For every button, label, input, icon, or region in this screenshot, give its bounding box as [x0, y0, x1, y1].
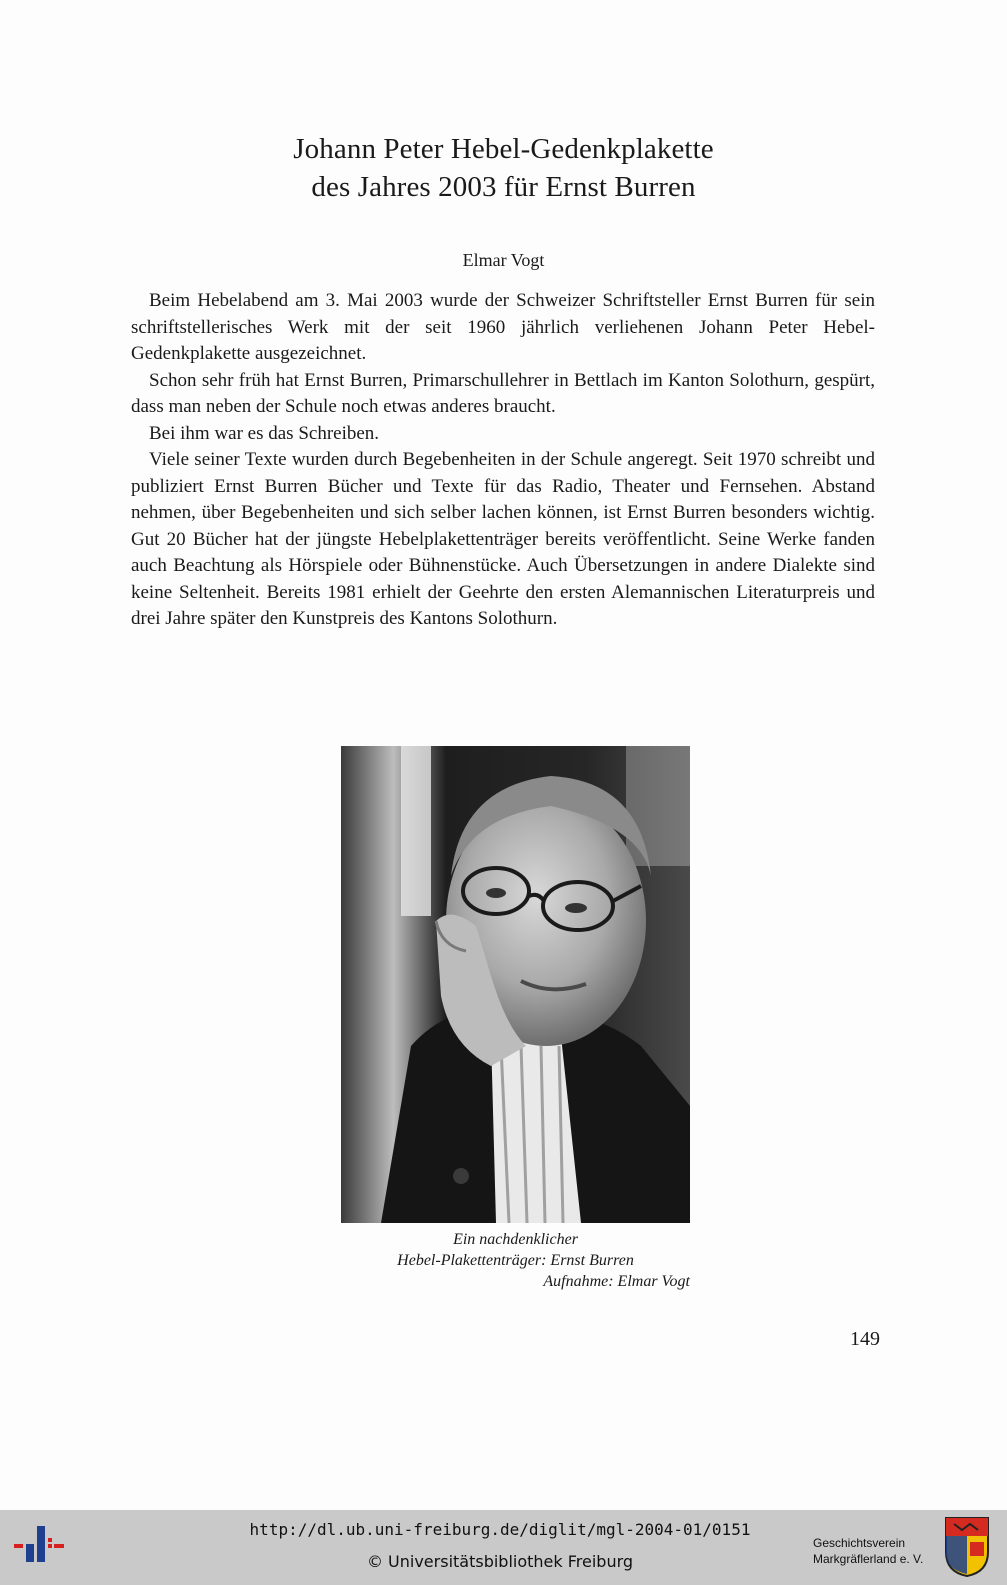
society-name — [813, 1535, 923, 1567]
article-body — [131, 288, 875, 633]
photo-caption — [341, 1229, 690, 1292]
article-title — [0, 130, 1007, 206]
copyright-text: © Universitätsbibliothek Freiburg — [366, 1552, 634, 1571]
portrait-photo-drawing — [341, 746, 690, 1223]
title-line-1: Johann Peter Hebel-Gedenkplakette — [293, 133, 714, 165]
coat-of-arms-icon — [944, 1516, 990, 1578]
document-url-link[interactable]: http://dl.ub.uni-freiburg.de/diglit/mgl-2004-01/0151 — [249, 1520, 751, 1539]
society-line-1: Geschichtsverein — [813, 1536, 906, 1550]
paragraph-1: Beim Hebelabend am 3. Mai 2003 wurde der Schweizer Schriftsteller Ernst Burren für sein schriftstellerisches Werk mit der seit 1960 jährlich verliehenen Johann Peter Hebel-Gedenkplakette ausgezeichnet. — [131, 290, 875, 364]
caption-line-2: Hebel-Plakettenträger: Ernst Burren — [397, 1252, 634, 1269]
paragraph-3: Bei ihm war es das Schreiben. — [149, 422, 380, 444]
society-line-2: Markgräflerland e. V. — [813, 1552, 924, 1566]
ub-freiburg-logo-icon — [14, 1522, 66, 1572]
portrait-photo — [341, 746, 690, 1223]
paragraph-2: Schon sehr früh hat Ernst Burren, Primarschullehrer in Bettlach im Kanton Solothurn, gespürt, dass man neben der Schule noch etwas anderes braucht. — [131, 369, 875, 417]
footer-bar — [0, 1510, 1007, 1585]
photo-credit: Aufnahme: Elmar Vogt — [543, 1273, 690, 1290]
page-number: 149 — [850, 1328, 880, 1350]
title-line-2: des Jahres 2003 für Ernst Burren — [311, 171, 696, 203]
paragraph-4: Viele seiner Texte wurden durch Begebenheiten in der Schule angeregt. Seit 1970 schreibt und publiziert Ernst Burren Bücher und Texte für das Radio, Theater und Fernsehen. Abstand nehmen, über Begebenheiten und sich selber lachen können, ist Ernst Burren besonders wichtig. Gut 20 Bücher hat der jüngste Hebelplakettenträger bereits veröffentlicht. Seine Werke fanden auch Beachtung als Hörspiele oder Bühnenstücke. Auch Übersetzungen in andere Dialekte sind keine Seltenheit. Bereits 1981 erhielt der Geehrte den ersten Alemannischen Literaturpreis und drei Jahre später den Kunstpreis des Kantons Solothurn. — [131, 449, 875, 629]
caption-line-1: Ein nachdenklicher — [453, 1231, 578, 1248]
author-name: Elmar Vogt — [462, 250, 545, 270]
